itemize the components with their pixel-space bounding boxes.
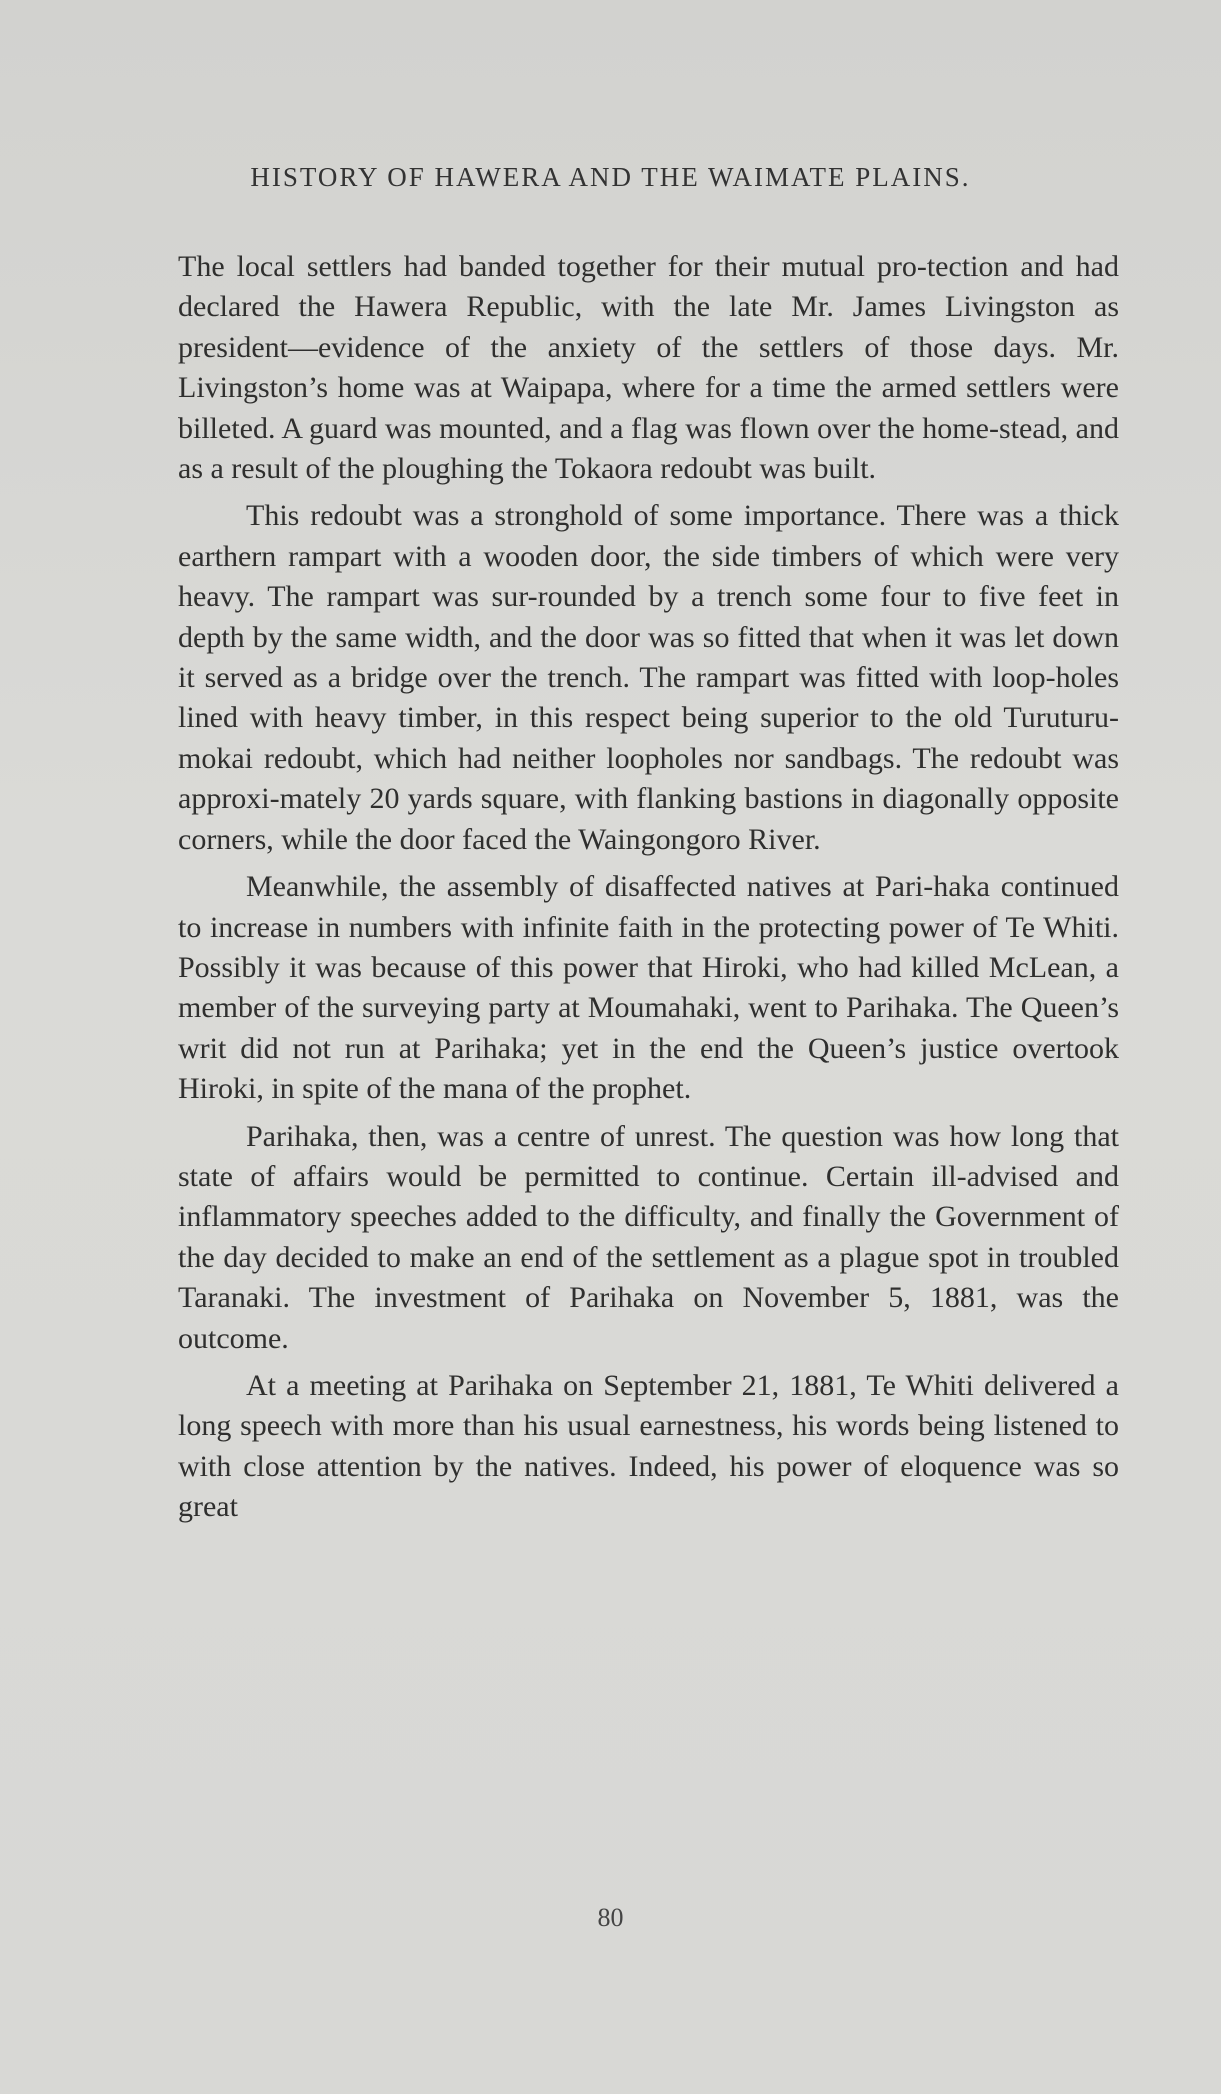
paragraph-1: The local settlers had banded together for their mutual pro-tection and had declared the Hawera Republic, with the late Mr. James Livingston as president—evidence of the anxiety of the settlers of those days. Mr. Livingston’s home was at Waipapa, where for a time the armed settlers were billeted. A guard was mounted, and a flag was flown over the home-stead, and as a result of the ploughing the Tokaora redoubt was built. bbox=[178, 250, 1119, 486]
paragraph-2: This redoubt was a stronghold of some importance. There was a thick earthern rampart with a wooden door, the side timbers of which were very heavy. The rampart was sur-rounded by a trench some four to five feet in depth by the same width, and the door was so fitted that when it was let down it served as a bridge over the trench. The rampart was fitted with loop-holes lined with heavy timber, in this respect being superior to the old Turuturu-mokai redoubt, which had neither loopholes nor sandbags. The redoubt was approxi-mately 20 yards square, with flanking bastions in diagonally opposite corners, while the door faced the Waingongoro River. bbox=[178, 499, 1119, 856]
running-title: HISTORY OF HAWERA AND THE WAIMATE PLAINS. bbox=[250, 162, 971, 192]
page-number: 80 bbox=[597, 1903, 624, 1932]
paragraph-3: Meanwhile, the assembly of disaffected natives at Pari-haka continued to increase in numbers with infinite faith in the protecting power of Te Whiti. Possibly it was because of this power that Hiroki, who had killed McLean, a member of the surveying party at Moumahaki, went to Parihaka. The Queen’s writ did not run at Parihaka; yet in the end the Queen’s justice overtook Hiroki, in spite of the mana of the prophet. bbox=[178, 870, 1119, 1106]
paragraph-4: Parihaka, then, was a centre of unrest. The question was how long that state of affairs would be permitted to continue. Certain ill-advised and inflammatory speeches added to the difficulty, and finally the Government of the day decided to make an end of the settlement as a plague spot in troubled Taranaki. The investment of Parihaka on November 5, 1881, was the outcome. bbox=[178, 1119, 1119, 1355]
body-text bbox=[178, 247, 1119, 1535]
paragraph-5: At a meeting at Parihaka on September 21, 1881, Te Whiti delivered a long speech with more than his usual earnestness, his words being listened to with close attention by the natives. Indeed, his power of eloquence was so great bbox=[178, 1368, 1119, 1524]
